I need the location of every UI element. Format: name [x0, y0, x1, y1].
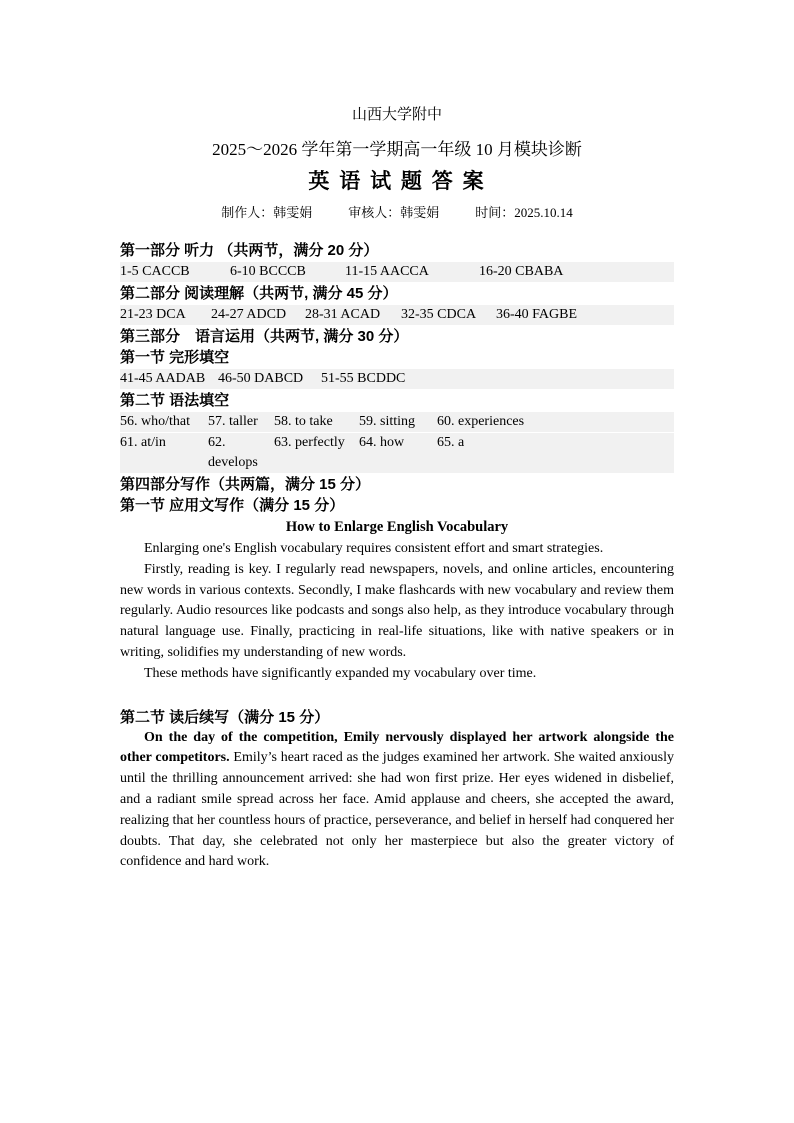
- answer-item: 57. taller: [208, 414, 258, 429]
- answer-item: 61. at/in: [120, 435, 166, 450]
- listening-answers-row: [120, 262, 674, 282]
- cloze-answers-row: [120, 369, 674, 389]
- continuation-body-text: Emily’s heart raced as the judges examined her artwork. She waited anxiously until the thrilling announcement arrived: she had won first prize. Her eyes widened in disbelief, and a radiant smile spread across her face. Amid applause and cheers, she accepted the award, realizing that her countless hours of practice, perseverance, and belief in herself had conquered her doubts. That day, she celebrated not only her masterpiece but also the greater victory of confidence and hard work.: [120, 750, 675, 870]
- grammar-section-heading: 第二节 语法填空: [120, 392, 230, 409]
- answer-item: 56. who/that: [120, 414, 190, 429]
- applied-writing-heading: 第一节 应用文写作（满分 15 分）: [120, 497, 345, 514]
- answer-item: 41-45 AADAB: [120, 371, 206, 386]
- producer-info: 制作人：韩雯娟: [221, 205, 313, 220]
- cloze-section-heading: 第一节 完形填空: [120, 349, 230, 366]
- answer-item: 65. a: [437, 435, 465, 450]
- continuation-writing-sample: [120, 728, 674, 874]
- essay-paragraph: Enlarging one's English vocabulary requires consistent effort and smart strategies.: [144, 541, 604, 556]
- answer-item: 62. develops: [208, 435, 258, 470]
- essay-paragraph: [120, 728, 674, 874]
- answer-item: 58. to take: [274, 414, 333, 429]
- essay-paragraph: These methods have significantly expanded my vocabulary over time.: [144, 665, 537, 681]
- continuation-lead-sentence: On the day of the competition, Emily nervously displayed her artwork alongside the other competitors.: [120, 729, 674, 766]
- answer-item: 36-40 FAGBE: [496, 307, 578, 322]
- document-title: 英 语 试 题 答 案: [308, 170, 486, 193]
- answer-item: 32-35 CDCA: [401, 307, 477, 322]
- answer-item: 51-55 BCDDC: [321, 371, 406, 386]
- answers-content: [120, 240, 674, 873]
- exam-session-title: 2025～2026 学年第一学期高一年级 10 月模块诊断: [212, 140, 582, 159]
- answer-item: 1-5 CACCB: [120, 264, 190, 279]
- answer-item: 64. how: [359, 435, 405, 450]
- part4-writing-heading: 第四部分写作（共两篇，满分 15 分）: [120, 476, 371, 493]
- answer-item: 6-10 BCCCB: [230, 264, 306, 279]
- applied-writing-sample: [120, 517, 674, 685]
- answer-item: 16-20 CBABA: [479, 264, 564, 279]
- answer-item: 59. sitting: [359, 414, 416, 429]
- essay-paragraph: Firstly, reading is key. I regularly read newspapers, novels, and online articles, encountering new words in various contexts. Secondly, I make flashcards with new vocabulary and review them regularly. Audio resources like podcasts and songs also help, as they introduce vocabulary through natural language use. Finally, practicing in real-life situations, like with native speakers or in writing, solidifies my understanding of new words.: [120, 561, 674, 660]
- answer-item: 21-23 DCA: [120, 307, 186, 322]
- part1-listening-heading: 第一部分 听力 （共两节，满分 20 分）: [120, 242, 379, 259]
- reviewer-info: 审核人：韩雯娟: [348, 205, 440, 220]
- essay-title: How to Enlarge English Vocabulary: [285, 519, 509, 535]
- answer-item: 63. perfectly: [274, 435, 345, 450]
- answer-item: 60. experiences: [437, 414, 525, 429]
- grammar-answers-row-2: [120, 433, 674, 473]
- date-info: 时间：2025.10.14: [475, 205, 573, 220]
- continuation-writing-heading: 第二节 读后续写（满分 15 分）: [120, 708, 330, 726]
- school-name: 山西大学附中: [351, 107, 442, 123]
- reading-answers-row: [120, 305, 674, 325]
- answer-item: 24-27 ADCD: [211, 307, 287, 322]
- document-meta: [120, 204, 674, 221]
- answer-item: 46-50 DABCD: [218, 371, 304, 386]
- answer-item: 28-31 ACAD: [305, 307, 381, 322]
- part2-reading-heading: 第二部分 阅读理解（共两节, 满分 45 分）: [120, 285, 398, 302]
- answer-item: 11-15 AACCA: [345, 264, 429, 279]
- grammar-answers-row-1: [120, 412, 674, 432]
- part3-language-use-heading: 第三部分 语言运用（共两节, 满分 30 分）: [120, 328, 409, 345]
